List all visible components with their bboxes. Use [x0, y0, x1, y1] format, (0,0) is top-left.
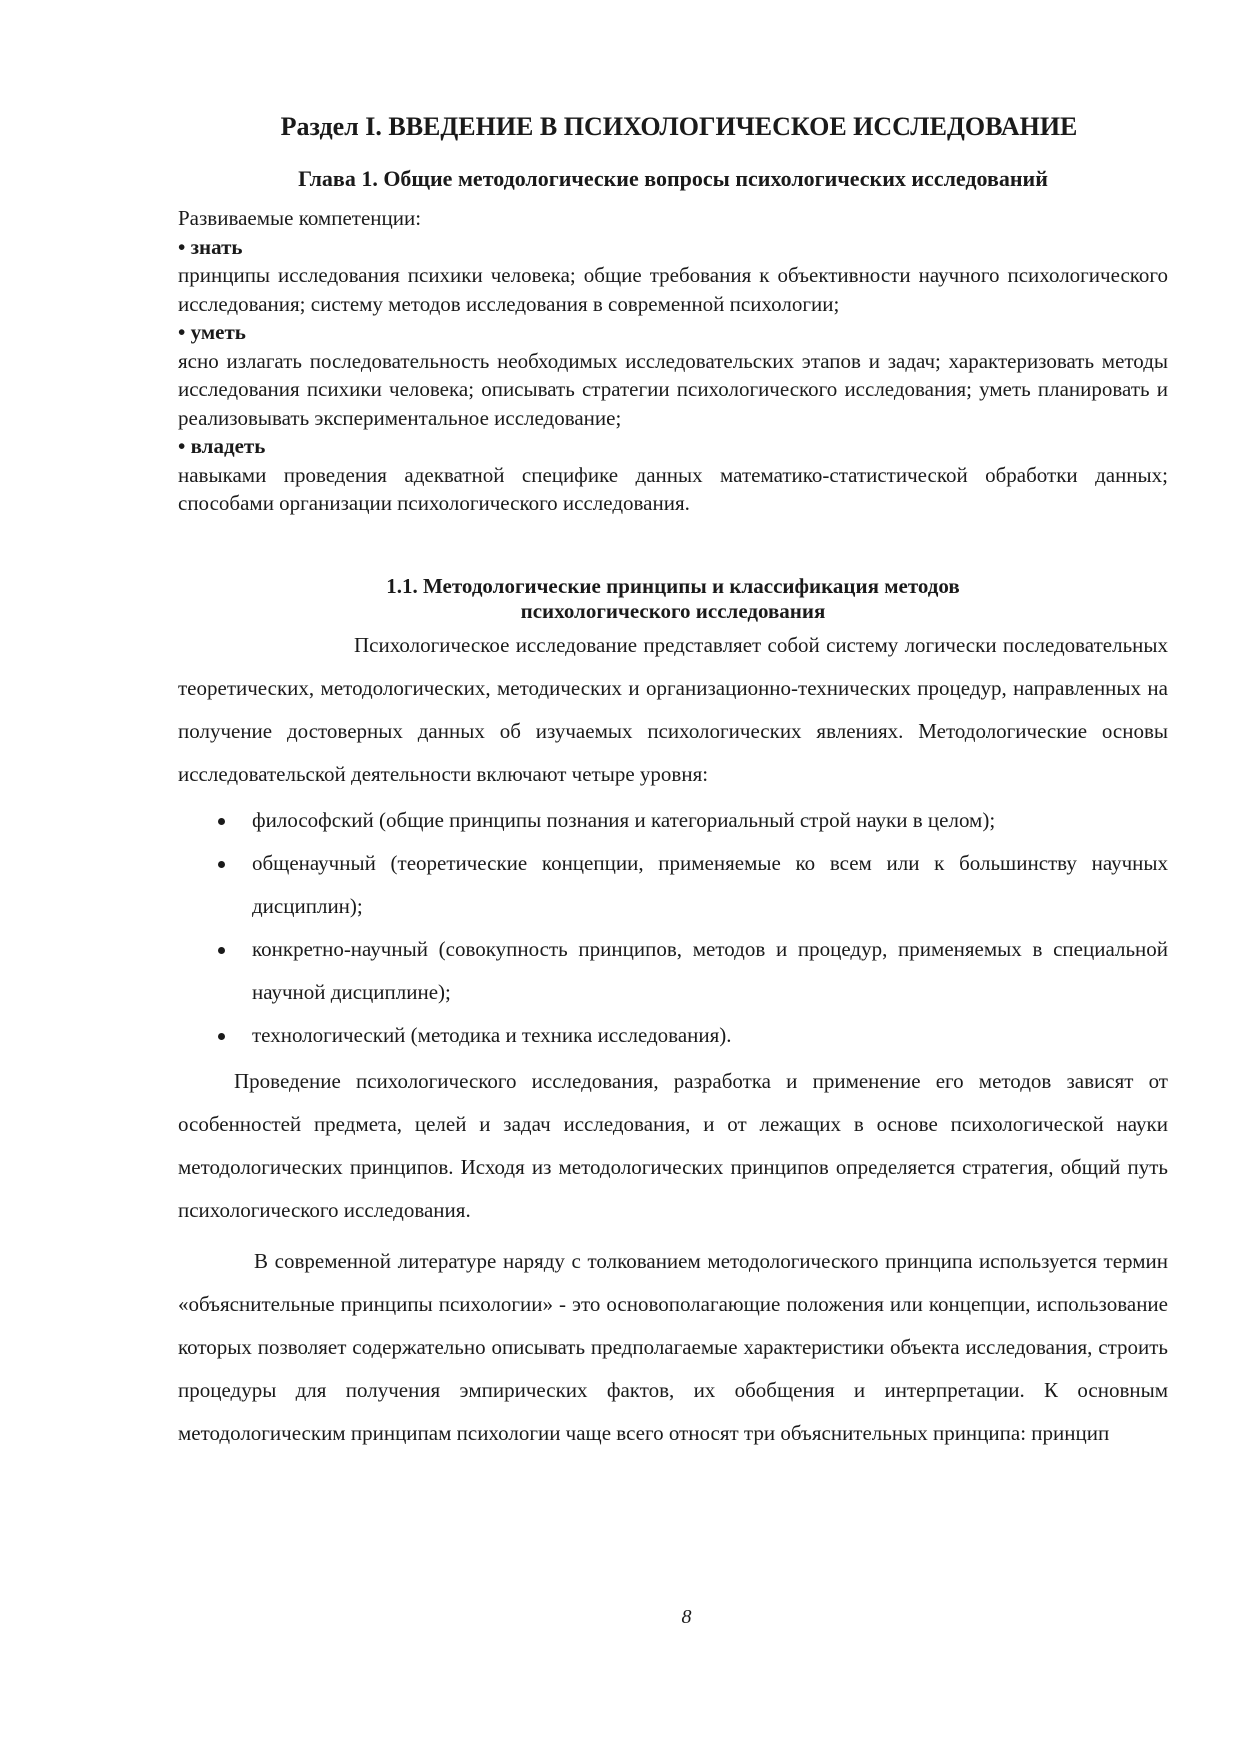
- subsection-title-line1: 1.1. Методологические принципы и классификация методов: [386, 573, 960, 598]
- competency-able-text: ясно излагать последовательность необходимых исследовательских этапов и задач; характеризовать методы исследования психики человека; описывать стратегии психологического исследования; уметь планировать и реализовывать экспериментальное исследование;: [178, 348, 1168, 430]
- bullet-icon: [218, 1033, 225, 1040]
- subsection-title: [178, 574, 1168, 624]
- page-content: [178, 110, 1168, 1455]
- paragraph-explanatory-principles: В современной литературе наряду с толкованием методологического принципа используется термин «объяснительные принципы психологии» - это основополагающие положения или концепции, использование которых позволяет содержательно описывать предполагаемые характеристики объекта исследования, строить процедуры для получения эмпирических фактов, их обобщения и интерпретации. К основным методологическим принципам психологии чаще всего относят три объяснительных принципа: принцип: [178, 1248, 1168, 1445]
- competency-know-text: принципы исследования психики человека; общие требования к объективности научного психологического исследования; систему методов исследования в современной психологии;: [178, 263, 1168, 316]
- chapter-title: Глава 1. Общие методологические вопросы психологических исследований: [298, 166, 1048, 191]
- competency-own-text: навыками проведения адекватной специфике данных математико-статистической обработки данных; способами организации психологического исследования.: [178, 462, 1168, 515]
- competencies-intro: Развиваемые компетенции:: [178, 206, 422, 230]
- bullet-icon: [218, 818, 225, 825]
- list-item: конкретно-научный (совокупность принципов, методов и процедур, применяемых в специальной научной дисциплине);: [178, 928, 1168, 1014]
- competency-know-label: • знать: [178, 234, 243, 259]
- list-item: технологический (методика и техника исследования).: [178, 1014, 1168, 1057]
- bullet-icon: [218, 947, 225, 954]
- competencies-block: [178, 204, 1168, 518]
- paragraph-intro: Психологическое исследование представляет собой систему логически последовательных теоретических, методологических, методических и организационно-технических процедур, направленных на получение достоверных данных об изучаемых психологических явлениях. Методологические основы исследовательской деятельности включают четыре уровня:: [178, 632, 1168, 786]
- section-title: Раздел I. ВВЕДЕНИЕ В ПСИХОЛОГИЧЕСКОЕ ИССЛЕДОВАНИЕ: [280, 112, 1078, 141]
- list-item: общенаучный (теоретические концепции, применяемые ко всем или к большинству научных дисциплин);: [178, 842, 1168, 928]
- paragraph-strategy: Проведение психологического исследования, разработка и применение его методов зависят от особенностей предмета, целей и задач исследования, и от лежащих в основе психологической науки методологических принципов. Исходя из методологических принципов определяется стратегия, общий путь психологического исследования.: [178, 1068, 1168, 1222]
- page-number: 8: [681, 1606, 692, 1628]
- competency-own-label: • владеть: [178, 434, 266, 458]
- bullet-icon: [218, 861, 225, 868]
- subsection-title-line2: психологического исследования: [520, 598, 826, 623]
- competency-able-label: • уметь: [178, 320, 246, 344]
- list-item: философский (общие принципы познания и категориальный строй науки в целом);: [178, 799, 1168, 842]
- levels-list: [178, 799, 1168, 1057]
